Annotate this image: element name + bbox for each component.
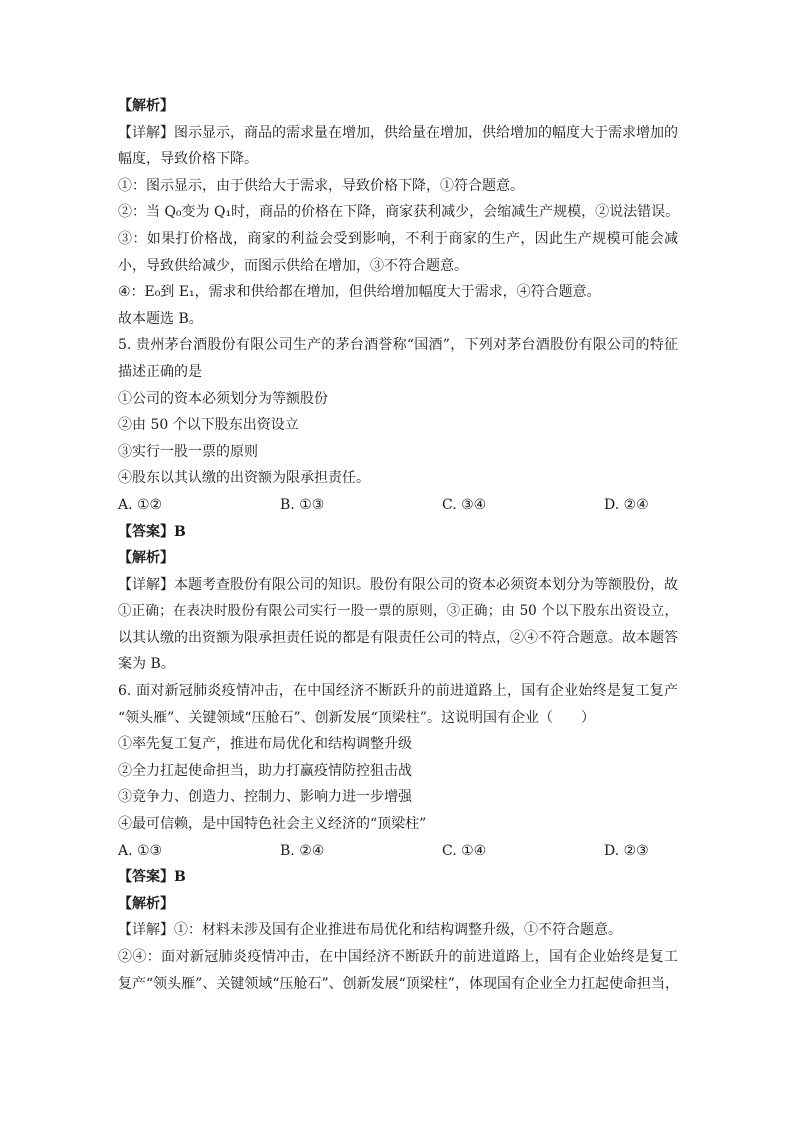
text-line: 5. 贵州茅台酒股份有限公司生产的茅台酒誉称“国酒”，下列对茅台酒股份有限公司的特征	[118, 337, 678, 354]
text-line: ①：图示显示，由于供给大于需求，导致价格下降，①符合题意。	[118, 177, 524, 194]
text-line: ④股东以其认缴的出资额为限承担责任。	[118, 470, 370, 487]
section-heading: 【答案】B	[118, 869, 186, 886]
text-line: 幅度，导致价格下降。	[118, 151, 258, 168]
answer-options	[118, 838, 678, 865]
text-line: 小，导致供给减少，而图示供给在增加，③不符合题意。	[118, 257, 468, 274]
section-heading: 【解析】	[118, 895, 174, 912]
answer-option: D. ②④	[604, 496, 649, 513]
text-line: ②由 50 个以下股东出资设立	[118, 417, 299, 434]
text-line: 以其认缴的出资额为限承担责任说的都是有限责任公司的特点，②④不符合题意。故本题答	[118, 629, 678, 646]
text-line: “领头雁”、关键领域“压舱石”、创新发展“顶梁柱”。这说明国有企业（ ）	[118, 709, 595, 726]
answer-option: A. ①③	[118, 842, 163, 859]
text-line: ③：如果打价格战，商家的利益会受到影响，不利于商家的生产，因此生产规模可能会减	[118, 230, 678, 247]
text-line: 案为 B。	[118, 656, 175, 673]
text-line: ①公司的资本必须划分为等额股份	[118, 390, 328, 407]
text-line: ②全力扛起使命担当，助力打赢疫情防控狙击战	[118, 762, 412, 779]
text-line: 6. 面对新冠肺炎疫情冲击，在中国经济不断跃升的前进道路上，国有企业始终是复工复产	[118, 683, 678, 700]
text-line: 复产“领头雁”、关键领域“压舱石”、创新发展“顶梁柱”，体现国有企业全力扛起使命担当，	[118, 975, 679, 992]
text-line: 【详解】本题考查股份有限公司的知识。股份有限公司的资本必须资本划分为等额股份，故	[118, 576, 678, 593]
text-line: ①率先复工复产，推进布局优化和结构调整升级	[118, 736, 412, 753]
document-body	[118, 93, 678, 997]
answer-option: B. ①③	[280, 496, 325, 513]
answer-option: C. ③④	[442, 496, 487, 513]
answer-option: D. ②③	[604, 842, 649, 859]
text-line: ③实行一股一票的原则	[118, 443, 258, 460]
text-line: ②：当 Q₀变为 Q₁时，商品的价格在下降，商家获利减少，会缩减生产规模，②说法错误。	[118, 204, 680, 221]
text-line: 描述正确的是	[118, 363, 202, 380]
answer-option: A. ①②	[118, 496, 163, 513]
text-line: ①正确；在表决时股份有限公司实行一股一票的原则，③正确；由 50 个以下股东出资设立，	[118, 603, 678, 620]
section-heading: 【答案】B	[118, 523, 186, 540]
answer-option: C. ①④	[442, 842, 487, 859]
answer-option: B. ②④	[280, 842, 325, 859]
text-line: ④最可信赖，是中国特色社会主义经济的“顶梁柱”	[118, 816, 427, 833]
text-line: ③竞争力、创造力、控制力、影响力进一步增强	[118, 789, 412, 806]
text-line: 【详解】图示显示，商品的需求量在增加，供给量在增加，供给增加的幅度大于需求增加的	[118, 124, 678, 141]
text-line: 故本题选 B。	[118, 310, 203, 327]
section-heading: 【解析】	[118, 550, 174, 567]
text-line: ④：E₀到 E₁，需求和供给都在增加，但供给增加幅度大于需求，④符合题意。	[118, 284, 601, 301]
text-line: ②④：面对新冠肺炎疫情冲击，在中国经济不断跃升的前进道路上，国有企业始终是复工	[118, 949, 678, 965]
section-heading: 【解析】	[118, 98, 174, 114]
answer-options	[118, 492, 678, 519]
text-line: 【详解】①：材料未涉及国有企业推进布局优化和结构调整升级，①不符合题意。	[118, 922, 622, 939]
